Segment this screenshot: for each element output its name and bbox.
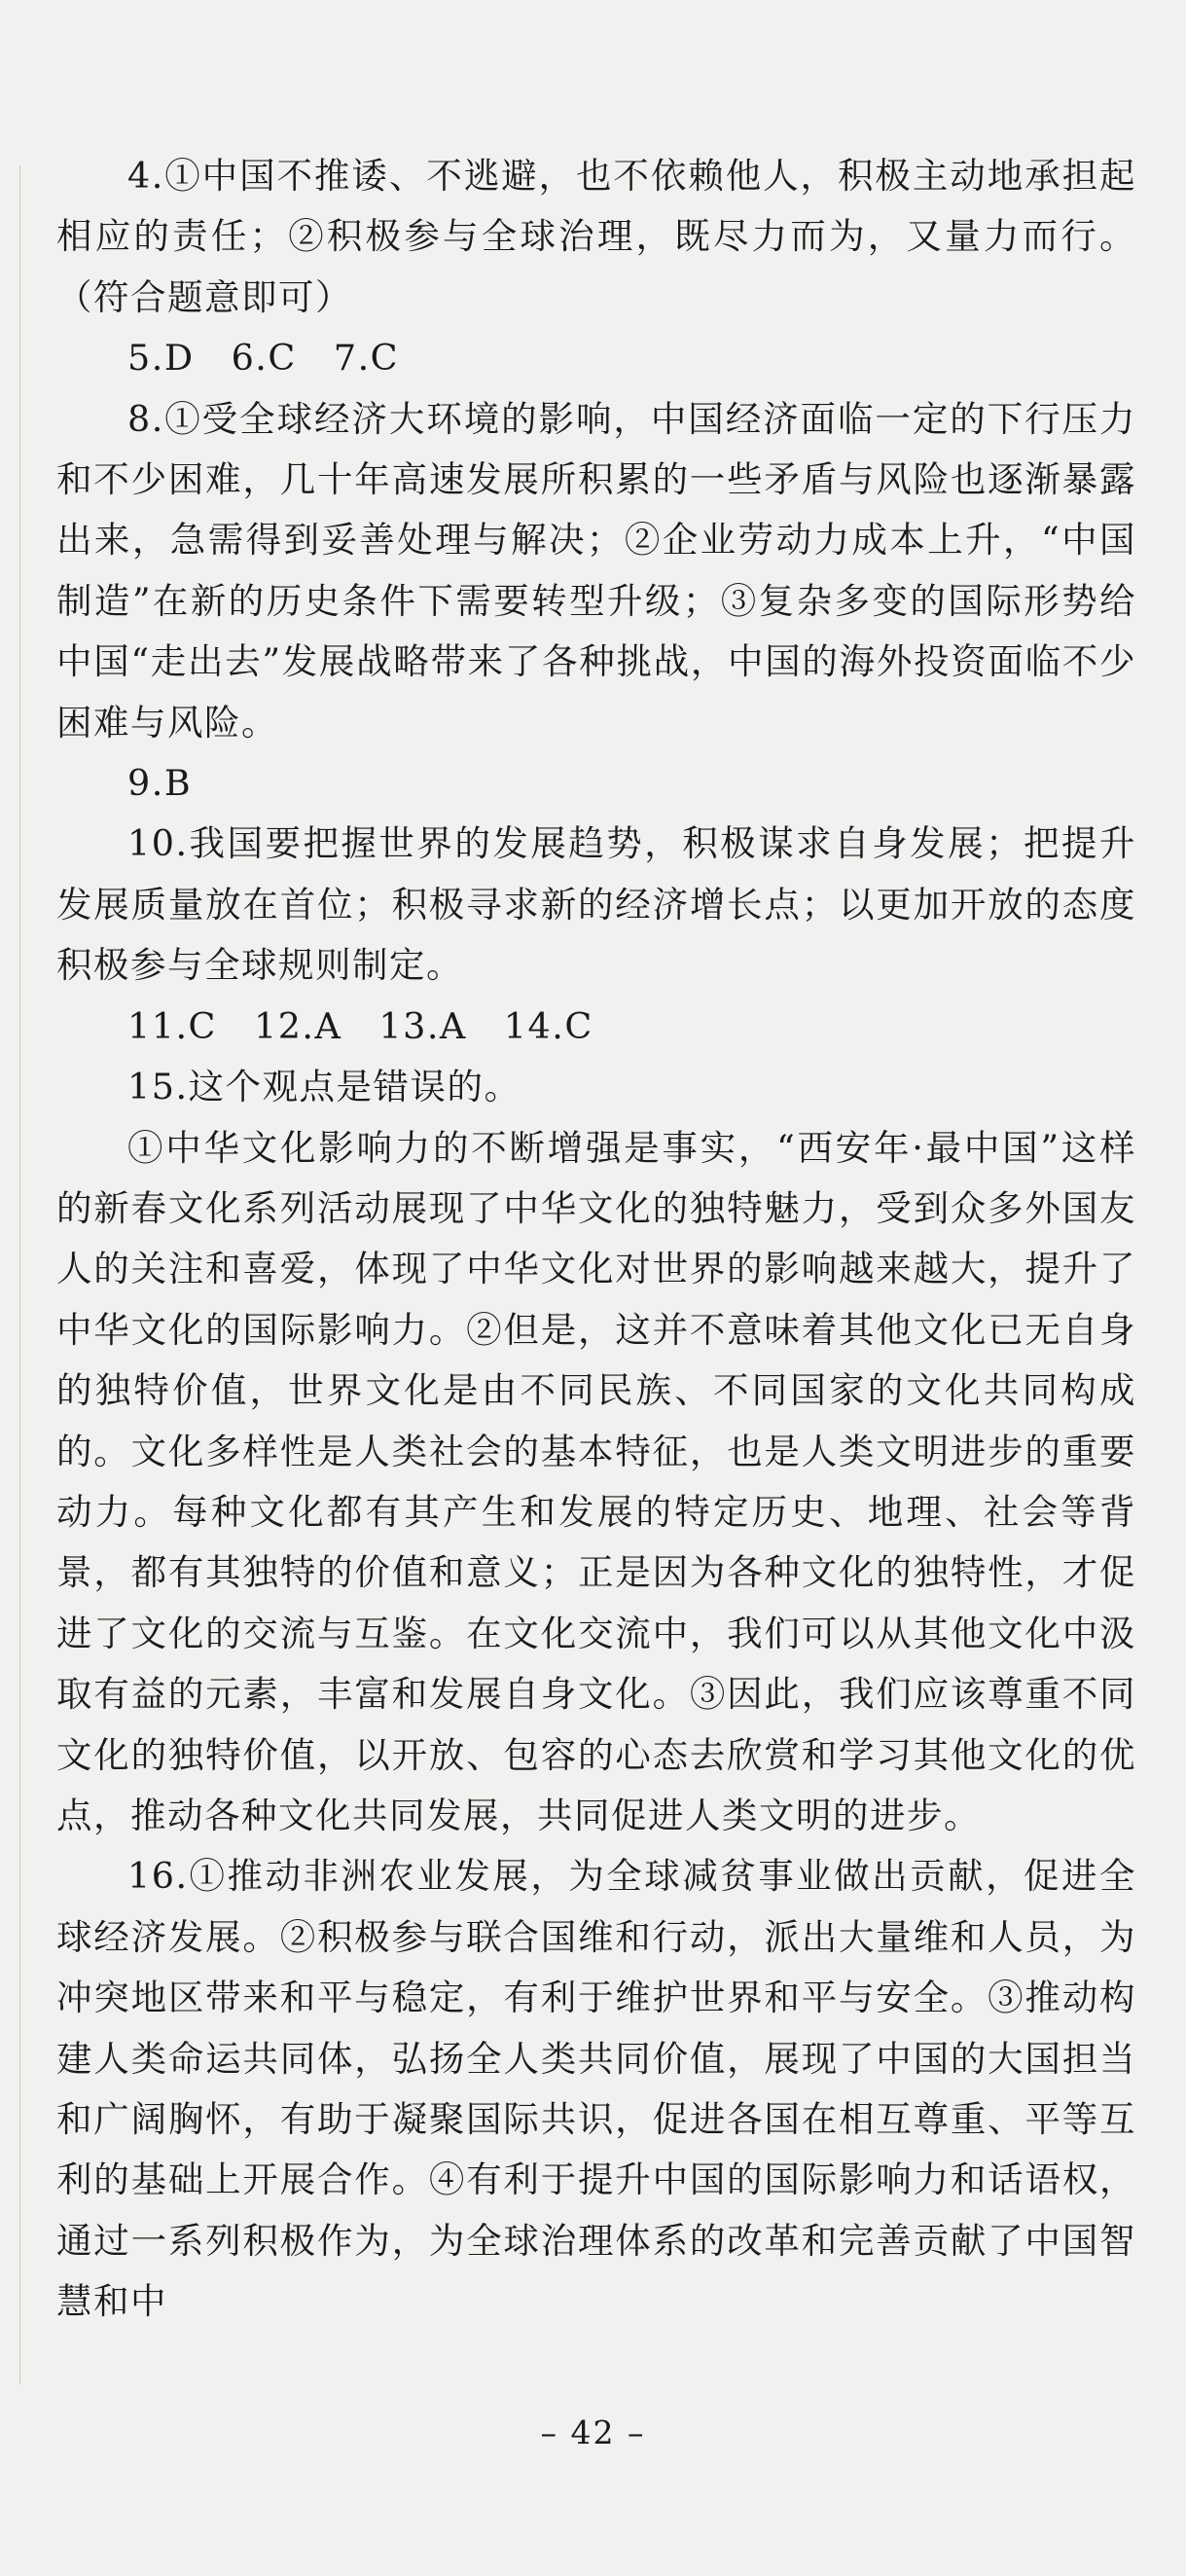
page-number: – 42 –	[540, 2413, 646, 2451]
answer-10: 10.我国要把握世界的发展趋势，积极谋求自身发展；把提升发展质量放在首位；积极寻求新的经济增长点；以更加开放的态度积极参与全球规则制定。	[56, 822, 1136, 987]
answer-15-heading: 15.这个观点是错误的。	[127, 1066, 521, 1108]
margin-rule	[19, 165, 20, 2384]
answer-15-body: ①中华文化影响力的不断增强是事实，“西安年·最中国”这样的新春文化系列活动展现了中华文化的独特魅力，受到众多外国友人的关注和喜爱，体现了中华文化对世界的影响越来越大，提升了中华文化的国际影响力。②但是，这并不意味着其他文化已无自身的独特价值，世界文化是由不同民族、不同国家的文化共同构成的。文化多样性是人类社会的基本特征，也是人类文明进步的重要动力。每种文化都有其产生和发展的特定历史、地理、社会等背景，都有其独特的价值和意义；正是因为各种文化的独特性，才促进了文化的交流与互鉴。在文化交流中，我们可以从其他文化中汲取有益的元素，丰富和发展自身文化。③因此，我们应该尊重不同文化的独特价值，以开放、包容的心态去欣赏和学习其他文化的优点，推动各种文化共同发展，共同促进人类文明的进步。	[56, 1126, 1136, 1836]
answer-4: 4.①中国不推诿、不逃避，也不依赖他人，积极主动地承担起相应的责任；②积极参与全球治理，既尽力而为，又量力而行。（符合题意即可）	[56, 155, 1136, 318]
answer-16: 16.①推动非洲农业发展，为全球减贫事业做出贡献，促进全球经济发展。②积极参与联合国维和行动，派出大量维和人员，为冲突地区带来和平与稳定，有利于维护世界和平与安全。③推动构建人类命运共同体，弘扬全人类共同价值，展现了中国的大国担当和广阔胸怀，有助于凝聚国际共识，促进各国在相互尊重、平等互利的基础上开展合作。④有利于提升中国的国际影响力和话语权，通过一系列积极作为，为全球治理体系的改革和完善贡献了中国智慧和中	[56, 1855, 1136, 2323]
answers-5-7: 5.D 6.C 7.C	[127, 337, 400, 380]
answer-9: 9.B	[127, 762, 193, 805]
answer-text-block	[56, 146, 1136, 2333]
answer-8: 8.①受全球经济大环境的影响，中国经济面临一定的下行压力和不少困难，几十年高速发展所积累的一些矛盾与风险也逐渐暴露出来，急需得到妥善处理与解决；②企业劳动力成本上升，“中国制造”在新的历史条件下需要转型升级；③复杂多变的国际形势给中国“走出去”发展战略带来了各种挑战，中国的海外投资面临不少困难与风险。	[56, 397, 1136, 744]
answers-11-14: 11.C 12.A 13.A 14.C	[127, 1004, 593, 1047]
